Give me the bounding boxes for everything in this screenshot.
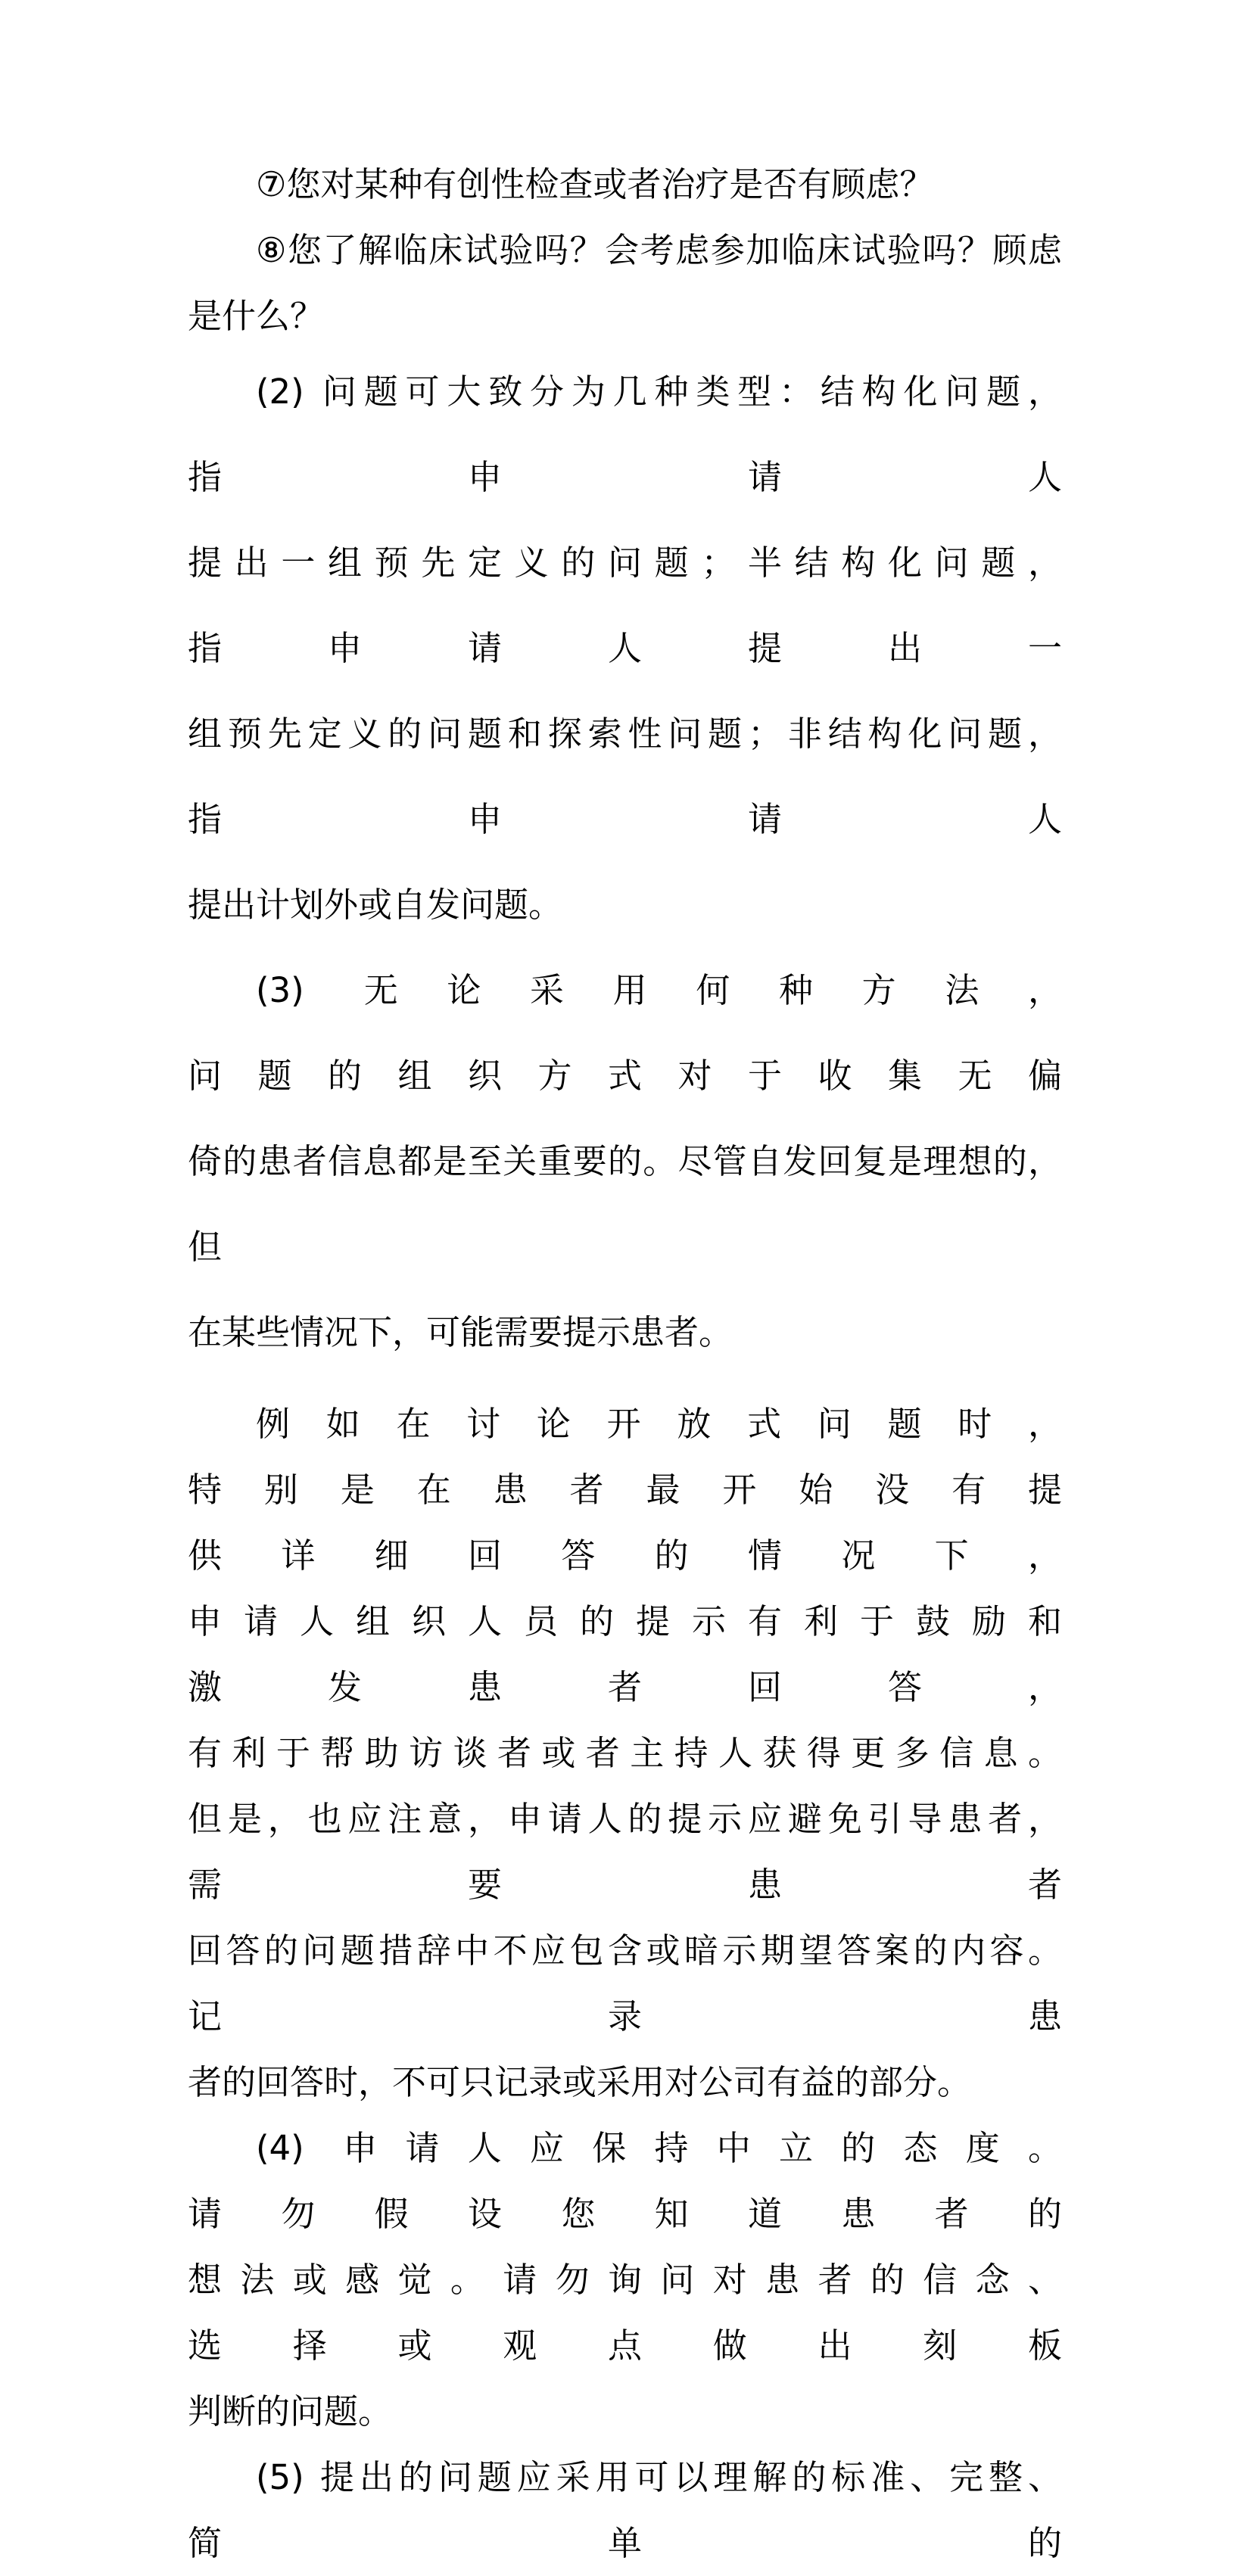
text-line: 是什么？ — [188, 296, 325, 336]
text-line: 提出计划外或自发问题。 — [188, 885, 563, 925]
text-line: ⑦您对某种有创性检查或者治疗是否有顾虑？ — [256, 164, 934, 204]
text-line: 者的回答时，不可只记录或采用对公司有益的部分。 — [188, 2062, 972, 2102]
paragraph — [188, 947, 1062, 1375]
text-line: 例如在讨论开放式问题时，特别是在患者最开始没有提 — [188, 1404, 1062, 1510]
paragraph — [188, 151, 1062, 217]
text-line: 判断的问题。 — [188, 2391, 393, 2431]
paragraph — [188, 2115, 1062, 2444]
paragraph — [188, 349, 1062, 947]
text-line: (2) 问题可大致分为几种类型：结构化问题，指申请人 — [188, 372, 1062, 497]
paragraph — [188, 2444, 1062, 2576]
text-line: 想法或感觉。请勿询问对患者的信念、选择或观点做出刻板 — [188, 2260, 1062, 2366]
text-line: 倚的患者信息都是至关重要的。尽管自发回复是理想的，但 — [188, 1141, 1062, 1267]
text-line: 提出一组预先定义的问题；半结构化问题，指申请人提出一 — [188, 543, 1062, 668]
text-line: 回答的问题措辞中不应包含或暗示期望答案的内容。记录患 — [188, 1930, 1062, 2036]
text-line: 但是，也应注意，申请人的提示应避免引导患者，需要患者 — [188, 1799, 1062, 1905]
text-line: 在某些情况下，可能需要提示患者。 — [188, 1312, 733, 1352]
text-line: 激发患者回答，有利于帮助访谈者或者主持人获得更多信息。 — [188, 1667, 1062, 1773]
text-line: (4) 申请人应保持中立的态度。请勿假设您知道患者的 — [188, 2128, 1062, 2234]
text-line: 组预先定义的问题和探索性问题；非结构化问题，指申请人 — [188, 714, 1062, 839]
text-line: ⑧您了解临床试验吗？会考虑参加临床试验吗？顾虑 — [256, 230, 1062, 270]
paragraph — [188, 1391, 1062, 2115]
paragraph — [188, 217, 1062, 349]
text-line: (5) 提出的问题应采用可以理解的标准、完整、简单的 — [188, 2457, 1062, 2563]
text-line: 供详细回答的情况下，申请人组织人员的提示有利于鼓励和 — [188, 1535, 1062, 1641]
text-line: (3) 无论采用何种方法，问题的组织方式对于收集无偏 — [188, 970, 1062, 1096]
document-text-content — [188, 151, 1062, 2576]
